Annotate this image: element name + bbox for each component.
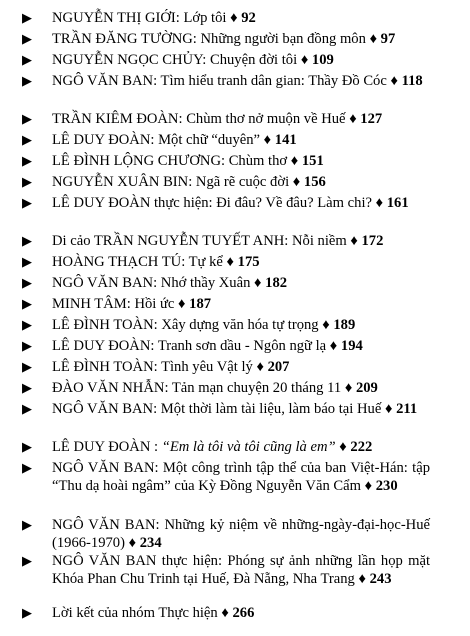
toc-entry: ▶ HOÀNG THẠCH TÚ: Tự kể ♦ 175 bbox=[22, 254, 260, 270]
toc-entry: ▶ LÊ DUY ĐOÀN thực hiện: Đi đâu? Về đâu? Làm chi? ♦ 161 bbox=[22, 195, 409, 211]
triangle-bullet-icon: ▶ bbox=[22, 132, 32, 147]
page-number: 189 bbox=[333, 317, 356, 333]
entry-author: TRẦN ĐĂNG TƯỜNG bbox=[52, 31, 193, 47]
toc-entry: ▶ MINH TÂM: Hồi ức ♦ 187 bbox=[22, 296, 212, 312]
entry-author: NGÔ VĂN BAN bbox=[52, 275, 154, 291]
diamond-separator-icon: ♦ bbox=[254, 275, 262, 291]
diamond-separator-icon: ♦ bbox=[230, 10, 238, 26]
entry-author: LÊ ĐÌNH LỘNG CHƯƠNG bbox=[52, 153, 221, 169]
triangle-bullet-icon: ▶ bbox=[22, 153, 32, 168]
entry-title: Tìm hiểu tranh dân gian: Thầy Đồ Cóc bbox=[160, 73, 387, 89]
toc-entry: ▶ LÊ DUY ĐOÀN : “Em là tôi và tôi cũng là em” ♦ 222 bbox=[22, 439, 373, 455]
page-number: 141 bbox=[274, 132, 297, 148]
entry-title: Hồi ức bbox=[134, 296, 175, 312]
triangle-bullet-icon: ▶ bbox=[22, 31, 32, 46]
diamond-separator-icon: ♦ bbox=[128, 535, 137, 551]
page-number: 211 bbox=[396, 401, 418, 417]
page-number: 207 bbox=[267, 359, 290, 375]
toc-entry: ▶ LÊ DUY ĐOÀN: Tranh sơn dầu - Ngôn ngữ lạ ♦ 194 bbox=[22, 338, 363, 354]
toc-entry: ▶ NGÔ VĂN BAN: Tìm hiểu tranh dân gian: Thầy Đồ Cóc ♦ 118 bbox=[22, 73, 423, 89]
page-number: 230 bbox=[375, 478, 398, 494]
diamond-separator-icon: ♦ bbox=[226, 254, 234, 270]
entry-author: Lời kết của nhóm Thực hiện bbox=[52, 605, 218, 621]
entry-title: Những kỷ niệm về những-ngày-đại-học-Huế (1966-1970) bbox=[52, 517, 430, 551]
diamond-separator-icon: ♦ bbox=[292, 174, 301, 190]
toc-entry: ▶ LÊ ĐÌNH TOÀN: Tình yêu Vật lý ♦ 207 bbox=[22, 359, 290, 375]
entry-author: NGÔ VĂN BAN bbox=[52, 73, 154, 89]
toc-entry: ▶ NGÔ VĂN BAN: Một công trình tập thể của ban Việt-Hán: tập “Thu dạ hoài ngâm” của Kỳ Đồng Nguyễn Văn Cẩm ♦ 230 bbox=[22, 460, 430, 494]
diamond-separator-icon: ♦ bbox=[350, 233, 358, 249]
triangle-bullet-icon: ▶ bbox=[22, 553, 32, 568]
toc-entry: ▶ LÊ ĐÌNH LỘNG CHƯƠNG: Chùm thơ ♦ 151 bbox=[22, 153, 324, 169]
entry-author: NGÔ VĂN BAN bbox=[52, 460, 155, 476]
page-number: 172 bbox=[361, 233, 384, 249]
triangle-bullet-icon: ▶ bbox=[22, 338, 32, 353]
page-number: 175 bbox=[237, 254, 260, 270]
entry-title: Tình yêu Vật lý bbox=[161, 359, 253, 375]
triangle-bullet-icon: ▶ bbox=[22, 111, 32, 126]
diamond-separator-icon: ♦ bbox=[349, 111, 357, 127]
diamond-separator-icon: ♦ bbox=[358, 571, 366, 587]
entry-title: Chuyện đời tôi bbox=[209, 52, 298, 68]
entry-author: NGUYỄN THỊ GIỚI bbox=[52, 10, 176, 26]
entry-title: Tản mạn chuyện 20 tháng 11 bbox=[171, 380, 342, 396]
entry-title: Nhớ thầy Xuân bbox=[160, 275, 251, 291]
entry-author: LÊ ĐÌNH TOÀN bbox=[52, 359, 154, 375]
entry-author: LÊ DUY ĐOÀN bbox=[52, 132, 151, 148]
entry-title: Xây dựng văn hóa tự trọng bbox=[161, 317, 319, 333]
page-number: 182 bbox=[265, 275, 288, 291]
triangle-bullet-icon: ▶ bbox=[22, 52, 32, 67]
page-number: 92 bbox=[241, 10, 256, 26]
triangle-bullet-icon: ▶ bbox=[22, 401, 32, 416]
entry-author: LÊ DUY ĐOÀN thực hiện bbox=[52, 195, 209, 211]
diamond-separator-icon: ♦ bbox=[390, 73, 398, 89]
entry-author: Di cảo TRẦN NGUYỄN TUYẾT ANH bbox=[52, 233, 285, 249]
diamond-separator-icon: ♦ bbox=[322, 317, 330, 333]
toc-entry: ▶ ĐÀO VĂN NHẪN: Tản mạn chuyện 20 tháng 11 ♦ 209 bbox=[22, 380, 378, 396]
diamond-separator-icon: ♦ bbox=[329, 338, 338, 354]
page-number: 97 bbox=[380, 31, 396, 47]
triangle-bullet-icon: ▶ bbox=[22, 380, 32, 395]
page-number: 151 bbox=[301, 153, 324, 169]
entry-title: Một công trình tập thể của ban Việt-Hán: tập “Thu dạ hoài ngâm” của Kỳ Đồng Nguyễn Văn Cẩm bbox=[52, 460, 430, 494]
entry-title: Ngã rẽ cuộc đời bbox=[195, 174, 290, 190]
entry-title: Tranh sơn dầu - Ngôn ngữ lạ bbox=[157, 338, 327, 354]
triangle-bullet-icon: ▶ bbox=[22, 439, 32, 454]
toc-entry: ▶ TRẦN KIÊM ĐOÀN: Chùm thơ nở muộn về Huế ♦ 127 bbox=[22, 111, 383, 127]
diamond-separator-icon: ♦ bbox=[300, 52, 309, 68]
entry-title: Một thời làm tài liệu, làm báo tại Huế bbox=[160, 401, 382, 417]
toc-entry: ▶ LÊ ĐÌNH TOÀN: Xây dựng văn hóa tự trọng ♦ 189 bbox=[22, 317, 356, 333]
triangle-bullet-icon: ▶ bbox=[22, 605, 32, 620]
diamond-separator-icon: ♦ bbox=[369, 31, 378, 47]
entry-author: MINH TÂM bbox=[52, 296, 127, 312]
triangle-bullet-icon: ▶ bbox=[22, 517, 32, 532]
entry-title: Những người bạn đồng môn bbox=[200, 31, 366, 47]
toc-entry: ▶ NGUYỄN THỊ GIỚI: Lớp tôi ♦ 92 bbox=[22, 10, 256, 26]
page-number: 127 bbox=[360, 111, 383, 127]
triangle-bullet-icon: ▶ bbox=[22, 73, 32, 88]
toc-entry: ▶ NGÔ VĂN BAN thực hiện: Phóng sự ảnh những lần họp mặt Khóa Phan Chu Trinh tại Huế, Đà Nẵng, Nha Trang ♦ 243 bbox=[22, 553, 430, 587]
triangle-bullet-icon: ▶ bbox=[22, 359, 32, 374]
entry-author: LÊ DUY ĐOÀN bbox=[52, 338, 151, 354]
page-number: 222 bbox=[350, 439, 373, 455]
diamond-separator-icon: ♦ bbox=[375, 195, 384, 211]
entry-title: Chùm thơ nở muộn về Huế bbox=[186, 111, 346, 127]
page-number: 156 bbox=[303, 174, 326, 190]
entry-title: Một chữ “duyên” bbox=[158, 132, 260, 148]
diamond-separator-icon: ♦ bbox=[384, 401, 393, 417]
diamond-separator-icon: ♦ bbox=[364, 478, 373, 494]
entry-author: NGÔ VĂN BAN bbox=[52, 401, 154, 417]
page-number: 209 bbox=[355, 380, 378, 396]
triangle-bullet-icon: ▶ bbox=[22, 296, 32, 311]
diamond-separator-icon: ♦ bbox=[178, 296, 186, 312]
entry-author: NGÔ VĂN BAN bbox=[52, 517, 156, 533]
diamond-separator-icon: ♦ bbox=[263, 132, 272, 148]
toc-entry: ▶ TRẦN ĐĂNG TƯỜNG: Những người bạn đồng môn ♦ 97 bbox=[22, 31, 396, 47]
toc-entry: ▶ NGÔ VĂN BAN: Những kỷ niệm về những-ngày-đại-học-Huế (1966-1970) ♦ 234 bbox=[22, 517, 430, 551]
page-number: 187 bbox=[189, 296, 212, 312]
diamond-separator-icon: ♦ bbox=[256, 359, 264, 375]
entry-author: NGUYỄN XUÂN BIN bbox=[52, 174, 189, 190]
toc-entry bbox=[22, 604, 430, 622]
page-number: 243 bbox=[369, 571, 392, 587]
triangle-bullet-icon: ▶ bbox=[22, 195, 32, 210]
triangle-bullet-icon: ▶ bbox=[22, 460, 32, 475]
entry-title: Phóng sự ảnh những lần họp mặt Khóa Phan Chu Trinh tại Huế, Đà Nẵng, Nha Trang bbox=[52, 553, 430, 587]
diamond-separator-icon: ♦ bbox=[344, 380, 353, 396]
page-number: 234 bbox=[139, 535, 162, 551]
entry-author: NGUYỄN NGỌC CHỦY bbox=[52, 52, 203, 68]
toc-entry: ▶ NGÔ VĂN BAN: Nhớ thầy Xuân ♦ 182 bbox=[22, 275, 288, 291]
entry-title: Nỗi niềm bbox=[291, 233, 347, 249]
page-number: 109 bbox=[311, 52, 334, 68]
entry-author: TRẦN KIÊM ĐOÀN bbox=[52, 111, 179, 127]
page-number: 118 bbox=[401, 73, 423, 89]
toc-entry: ▶ NGÔ VĂN BAN: Một thời làm tài liệu, làm báo tại Huế ♦ 211 bbox=[22, 401, 418, 417]
entry-author: ĐÀO VĂN NHẪN bbox=[52, 380, 165, 396]
entry-title: Chùm thơ bbox=[228, 153, 288, 169]
triangle-bullet-icon: ▶ bbox=[22, 254, 32, 269]
toc-entry: ▶ LÊ DUY ĐOÀN: Một chữ “duyên” ♦ 141 bbox=[22, 132, 297, 148]
entry-author: NGÔ VĂN BAN thực hiện bbox=[52, 553, 218, 569]
diamond-separator-icon: ♦ bbox=[221, 605, 229, 621]
triangle-bullet-icon: ▶ bbox=[22, 174, 32, 189]
triangle-bullet-icon: ▶ bbox=[22, 233, 32, 248]
entry-author: LÊ ĐÌNH TOÀN bbox=[52, 317, 154, 333]
entry-title: “Em là tôi và tôi cũng là em” bbox=[161, 439, 336, 455]
triangle-bullet-icon: ▶ bbox=[22, 275, 32, 290]
toc-entry: ▶ NGUYỄN NGỌC CHỦY: Chuyện đời tôi ♦ 109 bbox=[22, 52, 334, 68]
triangle-bullet-icon: ▶ bbox=[22, 10, 32, 25]
toc-entry: ▶ Di cảo TRẦN NGUYỄN TUYẾT ANH: Nỗi niềm ♦ 172 bbox=[22, 233, 384, 249]
page-number: 266 bbox=[232, 605, 255, 621]
triangle-bullet-icon: ▶ bbox=[22, 317, 32, 332]
page-number: 194 bbox=[340, 338, 363, 354]
entry-title: Tự kể bbox=[188, 254, 223, 270]
diamond-separator-icon: ♦ bbox=[290, 153, 299, 169]
entry-author: LÊ DUY ĐOÀN bbox=[52, 439, 155, 455]
diamond-separator-icon: ♦ bbox=[339, 439, 347, 455]
entry-title: Đi đâu? Về đâu? Làm chi? bbox=[216, 195, 372, 211]
page-number: 161 bbox=[386, 195, 409, 211]
toc-entry: ▶ NGUYỄN XUÂN BIN: Ngã rẽ cuộc đời ♦ 156 bbox=[22, 174, 326, 190]
entry-author: HOÀNG THẠCH TÚ bbox=[52, 254, 182, 270]
entry-title: Lớp tôi bbox=[183, 10, 227, 26]
